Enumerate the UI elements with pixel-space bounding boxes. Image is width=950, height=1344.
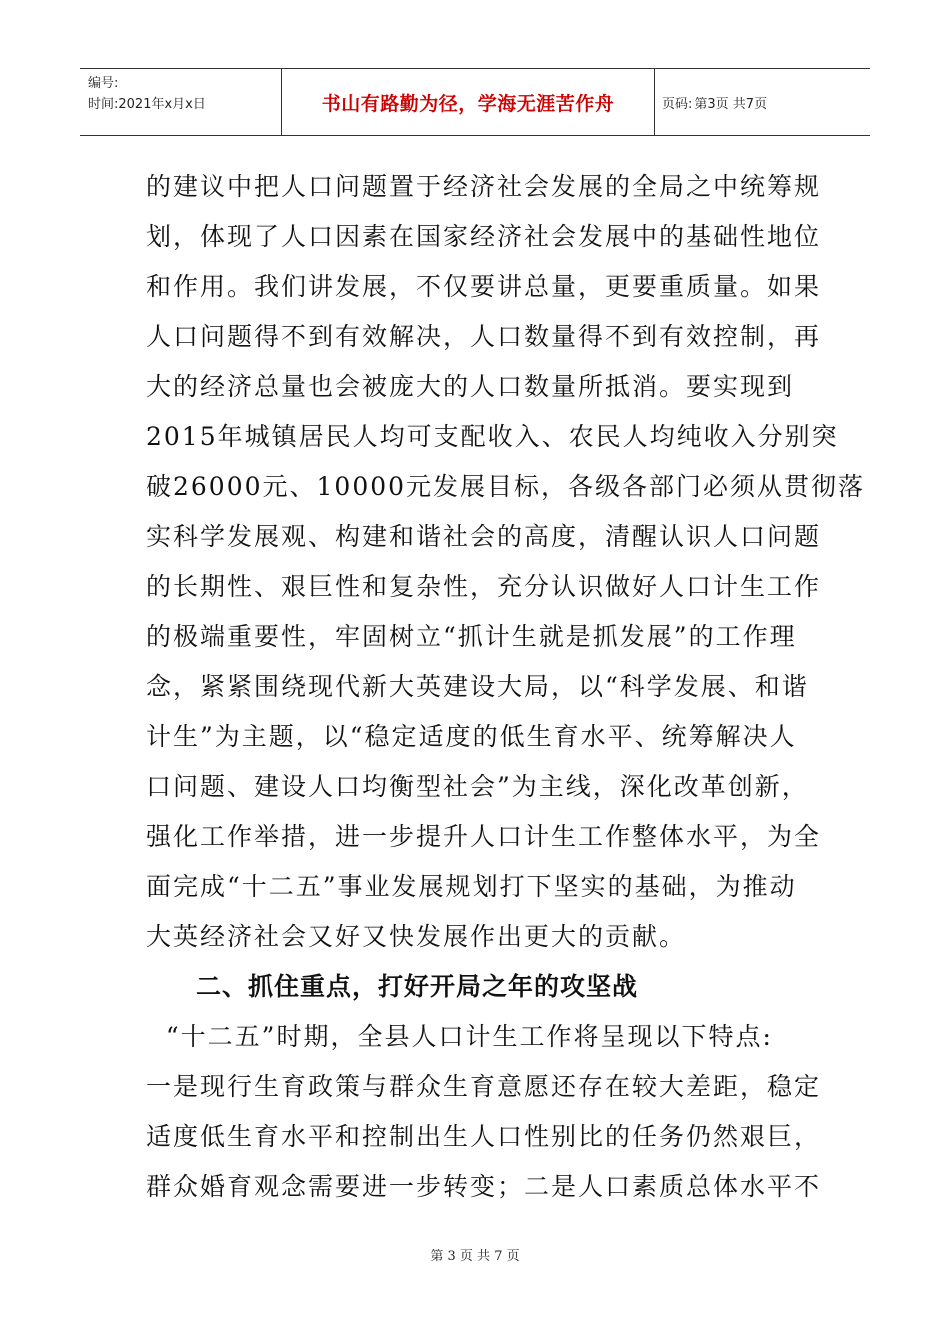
body-line: 和作用。我们讲发展，不仅要讲总量，更要重质量。如果 bbox=[146, 272, 822, 301]
body-line: 的建议中把人口问题置于经济社会发展的全局之中统筹规 bbox=[146, 172, 822, 201]
body-line: “十二五”时期，全县人口计生工作将呈现以下特点: bbox=[146, 1022, 773, 1051]
page-label: 页码: bbox=[662, 96, 693, 112]
header-page-info bbox=[655, 69, 870, 135]
body-line: 一是现行生育政策与群众生育意愿还存在较大差距，稳定 bbox=[146, 1072, 822, 1101]
document-number bbox=[88, 73, 281, 94]
body-line: 划，体现了人口因素在国家经济社会发展中的基础性地位 bbox=[146, 222, 822, 251]
body-line: 大的经济总量也会被庞大的人口数量所抵消。要实现到 bbox=[146, 372, 795, 401]
body-line: 实科学发展观、构建和谐社会的高度，清醒认识人口问题 bbox=[146, 522, 822, 551]
body-line: 大英经济社会又好又快发展作出更大的贡献。 bbox=[146, 922, 687, 951]
body-line: 适度低生育水平和控制出生人口性别比的任务仍然艰巨， bbox=[146, 1122, 822, 1151]
page-footer bbox=[0, 1245, 950, 1264]
body-line: 计生”为主题，以“稳定适度的低生育水平、统筹解决人 bbox=[146, 722, 797, 751]
motto: 书山有路勤为径，学海无涯苦作舟 bbox=[321, 92, 615, 115]
body-line: 面完成“十二五”事业发展规划打下坚实的基础，为推动 bbox=[146, 872, 797, 901]
document-time bbox=[88, 94, 281, 115]
page-header bbox=[80, 68, 870, 136]
section-heading: 二、抓住重点，打好开局之年的攻坚战 bbox=[196, 972, 639, 1001]
body-line: 强化工作举措，进一步提升人口计生工作整体水平，为全 bbox=[146, 822, 822, 851]
body-line: 人口问题得不到有效解决，人口数量得不到有效控制，再 bbox=[146, 322, 822, 351]
document-body bbox=[146, 162, 866, 1212]
body-line: 念，紧紧围绕现代新大英建设大局，以“科学发展、和谐 bbox=[146, 672, 809, 701]
time-value: 2021年x月x日 bbox=[118, 97, 206, 112]
body-line: 的极端重要性，牢固树立“抓计生就是抓发展”的工作理 bbox=[146, 622, 797, 651]
body-line: 口问题、建设人口均衡型社会”为主线，深化改革创新， bbox=[146, 772, 809, 801]
header-motto-cell bbox=[282, 69, 655, 135]
body-line: 的长期性、艰巨性和复杂性，充分认识做好人口计生工作 bbox=[146, 572, 822, 601]
body-line: 2015年城镇居民人均可支配收入、农民人均纯收入分别突 bbox=[146, 422, 839, 451]
number-label: 编号: bbox=[88, 76, 119, 91]
time-label: 时间: bbox=[88, 97, 119, 112]
body-line: 群众婚育观念需要进一步转变；二是人口素质总体水平不 bbox=[146, 1172, 822, 1201]
body-line: 破26000元、10000元发展目标，各级各部门必须从贯彻落 bbox=[146, 472, 866, 501]
footer-page-number: 第 3 页 共 7 页 bbox=[430, 1249, 520, 1264]
page-value: 第3页 共7页 bbox=[694, 96, 768, 112]
header-meta bbox=[80, 69, 282, 135]
